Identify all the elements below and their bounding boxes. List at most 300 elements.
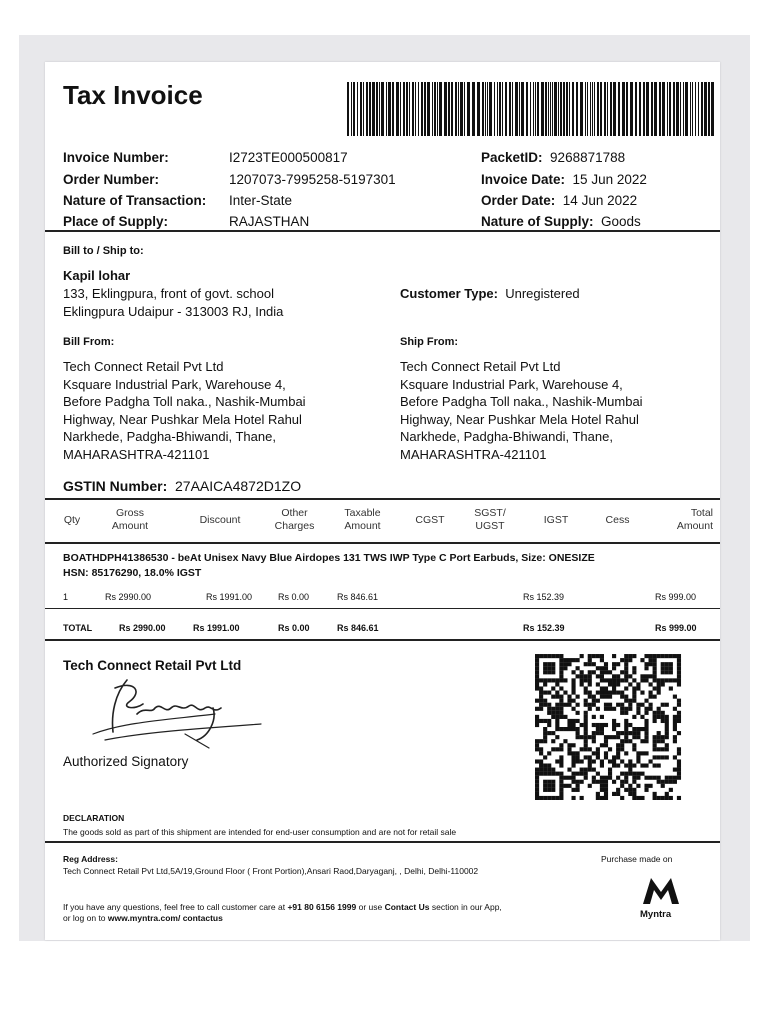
qr-module bbox=[547, 662, 551, 666]
barcode-bar bbox=[604, 82, 606, 136]
qr-module bbox=[661, 796, 665, 800]
qr-module bbox=[612, 678, 616, 682]
barcode-bar bbox=[434, 82, 436, 136]
qr-module bbox=[657, 678, 661, 682]
qr-module bbox=[628, 792, 632, 796]
qr-module bbox=[677, 763, 681, 767]
help-text-line1 bbox=[63, 902, 502, 912]
qr-module bbox=[547, 796, 551, 800]
qr-module bbox=[592, 739, 596, 743]
qr-module bbox=[640, 691, 644, 695]
qr-module bbox=[547, 666, 551, 670]
qr-module bbox=[636, 686, 640, 690]
qr-module bbox=[653, 739, 657, 743]
total-label: TOTAL bbox=[63, 623, 93, 633]
qr-module bbox=[612, 666, 616, 670]
qr-module bbox=[592, 751, 596, 755]
qr-module bbox=[604, 686, 608, 690]
qr-module bbox=[543, 739, 547, 743]
qr-module bbox=[677, 776, 681, 780]
customer-address-line2: Eklingpura Udaipur - 313003 RJ, India bbox=[63, 304, 284, 319]
qr-module bbox=[571, 727, 575, 731]
barcode-bar bbox=[541, 82, 544, 136]
qr-module bbox=[576, 719, 580, 723]
qr-module bbox=[600, 743, 604, 747]
qr-module bbox=[576, 658, 580, 662]
invoice-date bbox=[481, 172, 647, 187]
barcode-bar bbox=[381, 82, 384, 136]
qr-module bbox=[640, 678, 644, 682]
qr-module bbox=[644, 751, 648, 755]
qr-module bbox=[535, 654, 539, 658]
qr-module bbox=[559, 788, 563, 792]
qr-module bbox=[636, 727, 640, 731]
qr-module bbox=[596, 707, 600, 711]
qr-module bbox=[612, 759, 616, 763]
qr-module bbox=[547, 788, 551, 792]
qr-module bbox=[644, 776, 648, 780]
qr-module bbox=[551, 784, 555, 788]
qr-module bbox=[612, 691, 616, 695]
qr-module bbox=[567, 747, 571, 751]
barcode-bar bbox=[610, 82, 612, 136]
qr-module bbox=[653, 658, 657, 662]
qr-module bbox=[661, 670, 665, 674]
qr-module bbox=[608, 772, 612, 776]
qr-module bbox=[588, 735, 592, 739]
qr-module bbox=[604, 662, 608, 666]
qr-module bbox=[543, 735, 547, 739]
qr-module bbox=[640, 674, 644, 678]
barcode-bar bbox=[519, 82, 520, 136]
qr-module bbox=[535, 682, 539, 686]
row-gross: Rs 2990.00 bbox=[105, 592, 152, 602]
qr-module bbox=[592, 735, 596, 739]
qr-module bbox=[596, 751, 600, 755]
qr-module bbox=[584, 703, 588, 707]
qr-module bbox=[649, 662, 653, 666]
qr-module bbox=[555, 772, 559, 776]
qr-module bbox=[604, 776, 608, 780]
qr-module bbox=[600, 788, 604, 792]
qr-module bbox=[539, 747, 543, 751]
qr-module bbox=[657, 747, 661, 751]
qr-module bbox=[535, 678, 539, 682]
qr-module bbox=[539, 763, 543, 767]
qr-module bbox=[632, 772, 636, 776]
qr-module bbox=[588, 662, 592, 666]
qr-module bbox=[644, 735, 648, 739]
place-of-supply-label: Place of Supply: bbox=[63, 214, 169, 229]
qr-module bbox=[657, 711, 661, 715]
qr-module bbox=[677, 796, 681, 800]
barcode-bar bbox=[515, 82, 518, 136]
product-hsn: HSN: 85176290, 18.0% IGST bbox=[63, 567, 202, 579]
qr-module bbox=[640, 727, 644, 731]
barcode-bar bbox=[366, 82, 368, 136]
qr-module bbox=[571, 686, 575, 690]
qr-module bbox=[620, 759, 624, 763]
myntra-brand-name: Myntra bbox=[640, 909, 672, 920]
divider bbox=[45, 542, 720, 544]
qr-module bbox=[636, 755, 640, 759]
qr-module bbox=[665, 727, 669, 731]
qr-module bbox=[596, 682, 600, 686]
qr-module bbox=[543, 731, 547, 735]
qr-module bbox=[665, 735, 669, 739]
myntra-contact-url[interactable]: www.myntra.com/ contactus bbox=[107, 913, 223, 923]
qr-module bbox=[632, 715, 636, 719]
qr-module bbox=[600, 784, 604, 788]
declaration-text: The goods sold as part of this shipment are intended for end-user consumption and are not for retail sale bbox=[63, 827, 457, 837]
qr-module bbox=[644, 654, 648, 658]
qr-module bbox=[576, 759, 580, 763]
qr-module bbox=[677, 751, 681, 755]
qr-module bbox=[543, 678, 547, 682]
qr-module bbox=[677, 666, 681, 670]
barcode-bar bbox=[690, 82, 691, 136]
barcode-bar bbox=[421, 82, 423, 136]
qr-module bbox=[657, 654, 661, 658]
qr-module bbox=[657, 686, 661, 690]
qr-module bbox=[551, 772, 555, 776]
qr-module bbox=[649, 759, 653, 763]
qr-module bbox=[620, 707, 624, 711]
qr-module bbox=[535, 715, 539, 719]
qr-module bbox=[644, 711, 648, 715]
gstin-value: 27AAICA4872D1ZO bbox=[175, 478, 302, 494]
barcode-bar bbox=[667, 82, 668, 136]
qr-module bbox=[612, 792, 616, 796]
qr-module bbox=[673, 768, 677, 772]
qr-module bbox=[665, 747, 669, 751]
qr-module bbox=[551, 768, 555, 772]
qr-module bbox=[657, 735, 661, 739]
qr-module bbox=[661, 703, 665, 707]
qr-module bbox=[547, 654, 551, 658]
gstin bbox=[63, 478, 301, 494]
qr-module bbox=[616, 776, 620, 780]
qr-module bbox=[600, 759, 604, 763]
qr-module bbox=[571, 751, 575, 755]
qr-module bbox=[551, 686, 555, 690]
barcode-bar bbox=[618, 82, 620, 136]
qr-module bbox=[624, 763, 628, 767]
qr-module bbox=[588, 654, 592, 658]
qr-module bbox=[620, 796, 624, 800]
qr-module bbox=[596, 727, 600, 731]
qr-module bbox=[612, 662, 616, 666]
qr-module bbox=[555, 654, 559, 658]
qr-module bbox=[600, 695, 604, 699]
qr-module bbox=[632, 788, 636, 792]
qr-module bbox=[624, 674, 628, 678]
qr-module bbox=[620, 772, 624, 776]
barcode-bar bbox=[505, 82, 507, 136]
qr-module bbox=[628, 699, 632, 703]
qr-module bbox=[543, 703, 547, 707]
order-date bbox=[481, 193, 637, 208]
qr-module bbox=[596, 674, 600, 678]
qr-module bbox=[657, 780, 661, 784]
qr-module bbox=[673, 735, 677, 739]
qr-module bbox=[644, 739, 648, 743]
qr-module bbox=[555, 703, 559, 707]
total-discount: Rs 1991.00 bbox=[193, 623, 240, 633]
qr-module bbox=[632, 792, 636, 796]
declaration-heading: DECLARATION bbox=[63, 813, 125, 823]
qr-module bbox=[563, 784, 567, 788]
qr-module bbox=[604, 796, 608, 800]
customer-type-value: Unregistered bbox=[505, 286, 580, 301]
qr-module bbox=[580, 735, 584, 739]
qr-module bbox=[559, 743, 563, 747]
reg-address-heading: Reg Address: bbox=[63, 854, 118, 864]
qr-module bbox=[551, 796, 555, 800]
qr-module bbox=[596, 772, 600, 776]
qr-module bbox=[657, 691, 661, 695]
qr-module bbox=[567, 751, 571, 755]
barcode-bar bbox=[406, 82, 408, 136]
qr-module bbox=[677, 759, 681, 763]
qr-module bbox=[559, 784, 563, 788]
row-total: Rs 999.00 bbox=[655, 592, 697, 602]
qr-module bbox=[592, 715, 596, 719]
qr-module bbox=[673, 780, 677, 784]
qr-module bbox=[563, 678, 567, 682]
qr-module bbox=[644, 727, 648, 731]
qr-module bbox=[584, 727, 588, 731]
barcode-bar bbox=[439, 82, 442, 136]
qr-module bbox=[661, 682, 665, 686]
barcode-bar bbox=[392, 82, 394, 136]
qr-module bbox=[669, 662, 673, 666]
qr-module bbox=[588, 674, 592, 678]
qr-module bbox=[644, 666, 648, 670]
barcode-bar bbox=[388, 82, 391, 136]
qr-module bbox=[677, 682, 681, 686]
row-taxable: Rs 846.61 bbox=[337, 592, 379, 602]
total-total: Rs 999.00 bbox=[655, 623, 697, 633]
barcode-bar bbox=[558, 82, 559, 136]
qr-module bbox=[551, 678, 555, 682]
qr-module bbox=[632, 731, 636, 735]
qr-module bbox=[644, 678, 648, 682]
qr-module bbox=[535, 792, 539, 796]
qr-module bbox=[604, 743, 608, 747]
qr-module bbox=[677, 703, 681, 707]
contact-us-link[interactable]: Contact Us bbox=[384, 902, 430, 912]
qr-module bbox=[567, 727, 571, 731]
qr-module bbox=[559, 658, 563, 662]
qr-module bbox=[584, 772, 588, 776]
qr-module bbox=[559, 759, 563, 763]
qr-module bbox=[571, 755, 575, 759]
col-cess: Cess bbox=[605, 514, 630, 526]
qr-module bbox=[620, 703, 624, 707]
qr-module bbox=[600, 658, 604, 662]
qr-module bbox=[539, 703, 543, 707]
barcode-bar bbox=[597, 82, 599, 136]
qr-module bbox=[596, 666, 600, 670]
qr-module bbox=[559, 763, 563, 767]
qr-module bbox=[551, 731, 555, 735]
qr-module bbox=[588, 682, 592, 686]
invoice-date-value: 15 Jun 2022 bbox=[572, 172, 647, 187]
qr-module bbox=[596, 699, 600, 703]
barcode-bar bbox=[509, 82, 511, 136]
qr-module bbox=[665, 755, 669, 759]
qr-module bbox=[669, 780, 673, 784]
qr-module bbox=[543, 755, 547, 759]
barcode-bar bbox=[622, 82, 625, 136]
qr-module bbox=[559, 776, 563, 780]
qr-module bbox=[669, 670, 673, 674]
qr-module bbox=[644, 674, 648, 678]
qr-module bbox=[653, 654, 657, 658]
qr-module bbox=[604, 670, 608, 674]
qr-module bbox=[636, 703, 640, 707]
order-date-value: 14 Jun 2022 bbox=[562, 193, 638, 208]
qr-module bbox=[600, 763, 604, 767]
qr-module bbox=[584, 731, 588, 735]
qr-module bbox=[620, 739, 624, 743]
qr-module bbox=[628, 768, 632, 772]
qr-module bbox=[547, 678, 551, 682]
qr-module bbox=[600, 796, 604, 800]
barcode-bar bbox=[635, 82, 637, 136]
qr-module bbox=[677, 768, 681, 772]
qr-module bbox=[628, 788, 632, 792]
order-date-label: Order Date: bbox=[481, 193, 556, 208]
qr-module bbox=[636, 682, 640, 686]
qr-module bbox=[640, 772, 644, 776]
qr-module bbox=[535, 739, 539, 743]
qr-module bbox=[571, 759, 575, 763]
qr-module bbox=[571, 772, 575, 776]
qr-module bbox=[571, 678, 575, 682]
qr-module bbox=[588, 658, 592, 662]
barcode-bar bbox=[654, 82, 657, 136]
qr-module bbox=[588, 768, 592, 772]
qr-module bbox=[592, 731, 596, 735]
qr-module bbox=[547, 751, 551, 755]
qr-module bbox=[653, 792, 657, 796]
qr-module bbox=[592, 695, 596, 699]
qr-module bbox=[588, 695, 592, 699]
barcode-bar bbox=[662, 82, 665, 136]
total-igst: Rs 152.39 bbox=[523, 623, 565, 633]
qr-module bbox=[628, 658, 632, 662]
barcode-bar bbox=[437, 82, 438, 136]
qr-module bbox=[584, 743, 588, 747]
qr-module bbox=[677, 747, 681, 751]
row-qty: 1 bbox=[63, 592, 69, 602]
col-total-amount: Total Amount bbox=[676, 507, 713, 532]
qr-module bbox=[636, 796, 640, 800]
total-gross: Rs 2990.00 bbox=[119, 623, 166, 633]
qr-module bbox=[571, 719, 575, 723]
qr-module bbox=[551, 715, 555, 719]
qr-module bbox=[636, 731, 640, 735]
product-description: BOATHDPH41386530 - beAt Unisex Navy Blue Airdopes 131 TWS IWP Type C Port Earbuds, Size: ONESIZE bbox=[63, 552, 595, 564]
qr-module bbox=[539, 768, 543, 772]
qr-module bbox=[612, 719, 616, 723]
qr-module bbox=[571, 723, 575, 727]
qr-module bbox=[580, 682, 584, 686]
qr-module bbox=[612, 674, 616, 678]
qr-module bbox=[600, 670, 604, 674]
qr-module bbox=[673, 739, 677, 743]
barcode-bar bbox=[683, 82, 684, 136]
qr-module bbox=[677, 658, 681, 662]
barcode-bar bbox=[448, 82, 450, 136]
qr-module bbox=[559, 727, 563, 731]
qr-module bbox=[636, 772, 640, 776]
qr-module bbox=[612, 682, 616, 686]
purchase-made-on-label: Purchase made on bbox=[601, 854, 673, 864]
qr-module bbox=[653, 776, 657, 780]
qr-module bbox=[644, 784, 648, 788]
qr-module bbox=[543, 666, 547, 670]
qr-module bbox=[669, 654, 673, 658]
qr-module bbox=[665, 776, 669, 780]
qr-module bbox=[588, 670, 592, 674]
qr-module bbox=[628, 784, 632, 788]
invoice-title: Tax Invoice bbox=[63, 80, 203, 110]
qr-module bbox=[535, 674, 539, 678]
qr-module bbox=[592, 768, 596, 772]
qr-module bbox=[563, 727, 567, 731]
qr-module bbox=[592, 723, 596, 727]
qr-module bbox=[636, 711, 640, 715]
qr-module bbox=[673, 715, 677, 719]
qr-module bbox=[649, 654, 653, 658]
qr-module bbox=[665, 796, 669, 800]
qr-module bbox=[620, 731, 624, 735]
qr-module bbox=[588, 707, 592, 711]
place-of-supply-value: RAJASTHAN bbox=[229, 214, 310, 229]
qr-module bbox=[649, 691, 653, 695]
qr-module bbox=[563, 658, 567, 662]
qr-module bbox=[559, 747, 563, 751]
qr-module bbox=[632, 654, 636, 658]
qr-module bbox=[640, 703, 644, 707]
qr-module bbox=[547, 670, 551, 674]
qr-module bbox=[535, 784, 539, 788]
qr-module bbox=[653, 719, 657, 723]
qr-module bbox=[551, 654, 555, 658]
barcode-bar bbox=[630, 82, 633, 136]
qr-module bbox=[608, 678, 612, 682]
barcode-bar bbox=[379, 82, 380, 136]
qr-module bbox=[665, 719, 669, 723]
qr-module bbox=[596, 796, 600, 800]
qr-module bbox=[588, 703, 592, 707]
qr-module bbox=[535, 662, 539, 666]
qr-module bbox=[661, 662, 665, 666]
qr-module bbox=[604, 723, 608, 727]
qr-module bbox=[677, 711, 681, 715]
qr-module bbox=[644, 707, 648, 711]
qr-module bbox=[665, 678, 669, 682]
qr-module bbox=[600, 715, 604, 719]
qr-module bbox=[661, 719, 665, 723]
invoice-number-label: Invoice Number: bbox=[63, 150, 169, 165]
qr-module bbox=[596, 780, 600, 784]
qr-module bbox=[677, 678, 681, 682]
qr-module bbox=[555, 727, 559, 731]
